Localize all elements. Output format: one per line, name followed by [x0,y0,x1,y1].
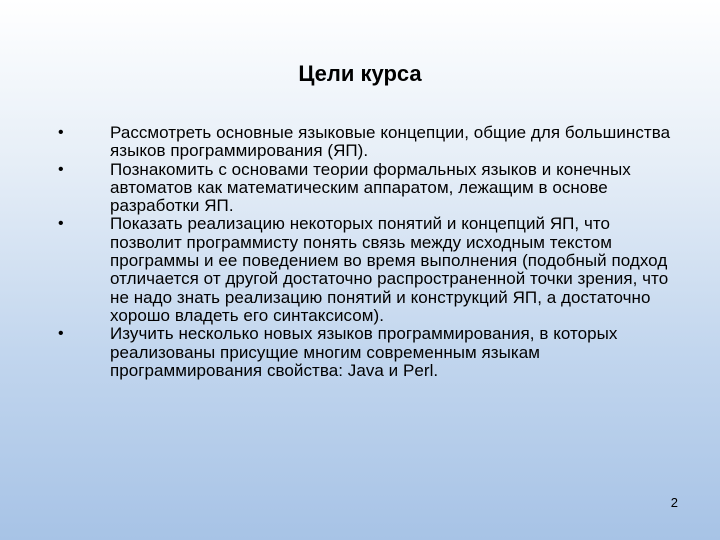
bullet-marker: • [58,325,64,343]
page-number: 2 [670,495,678,510]
bullet-list [56,124,676,380]
slide-title: Цели курса [298,61,422,86]
bullet-text: Познакомить с основами теории формальных языков и конечных автоматов как математическим аппаратом, лежащим в основе разработки ЯП. [110,159,631,216]
bullet-item [56,325,676,380]
bullet-text: Рассмотреть основные языковые концепции, общие для большинства языков программирования (ЯП). [110,123,671,161]
bullet-marker: • [58,215,64,233]
bullet-item [56,124,676,161]
bullet-marker: • [58,124,64,141]
bullet-text: Изучить несколько новых языков программирования, в которых реализованы присущие многим современным языкам программирования свойства: Java и Perl. [110,324,618,380]
bullet-item [56,215,676,325]
bullet-text: Показать реализацию некоторых понятий и концепций ЯП, что позволит программисту понять связь между исходным текстом программы и ее поведением во время выполнения (подобный подход отличается от другой достаточно распространенной точки зрения, что не надо знать реализацию понятий и конструкций ЯП, а достаточно хорошо владеть его синтаксисом). [110,214,669,325]
bullet-item [56,161,676,216]
bullet-marker: • [58,160,64,178]
